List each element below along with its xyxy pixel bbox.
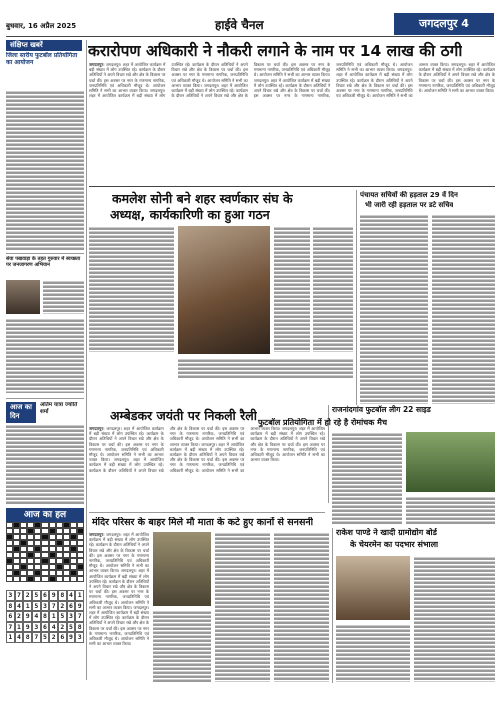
rakesh-body-a — [414, 556, 495, 682]
lead-body: जगदलपुर। जगदलपुर। शहर में आयोजित कार्यक्रम में बड़ी संख्या में लोग उपस्थित रहे। कार्यक्रम के दौरान अतिथियों ने अपने विचार रखे और क्षेत्र के विकास पर चर्चा की। इस अवसर पर नगर के गणमान्य नागरिक, जनप्रतिनिधि एवं अधिकारी मौजूद थे। आयोजन समिति ने सभी का आभार व्यक्त किया। जगदलपुर। शहर में आयोजित कार्यक्रम में बड़ी संख्या में लोग उपस्थित रहे। कार्यक्रम के दौरान अतिथियों ने अपने विचार रखे और क्षेत्र के विकास पर चर्चा की। इस अवसर पर नगर के गणमान्य नागरिक, जनप्रतिनिधि एवं अधिकारी मौजूद थे। आयोजन समिति ने सभी का आभार व्यक्त किया। जगदलपुर। शहर में आयोजित कार्यक्रम में बड़ी संख्या में लोग उपस्थित रहे। कार्यक्रम के दौरान अतिथियों ने अपने विचार रखे और क्षेत्र के विकास पर चर्चा की। इस अवसर पर नगर के गणमान्य नागरिक, जनप्रतिनिधि एवं अधिकारी मौजूद थे। आयोजन समिति ने सभी का आभार व्यक्त किया। जगदलपुर। शहर में आयोजित कार्यक्रम में बड़ी संख्या में लोग उपस्थित रहे। कार्यक्रम के दौरान अतिथियों ने अपने विचार रखे और क्षेत्र के विकास पर चर्चा की। इस अवसर पर नगर के गणमान्य नागरिक, जनप्रतिनिधि एवं अधिकारी मौजूद थे। आयोजन समिति ने सभी का आभार व्यक्त किया। जगदलपुर। शहर में आयोजित कार्यक्रम में बड़ी संख्या में लोग उपस्थित रहे। कार्यक्रम के दौरान अतिथियों ने अपने विचार रखे और क्षेत्र के विकास पर चर्चा की। इस अवसर पर नगर के गणमान्य नागरिक, जनप्रतिनिधि एवं अधिकारी मौजूद थे। आयोजन समिति ने सभी का आभार व्यक्त किया। जगदलपुर। शहर में आयोजित कार्यक्रम में बड़ी संख्या में लोग उपस्थित रहे। कार्यक्रम के दौरान अतिथियों ने अपने विचार रखे और क्षेत्र के विकास पर चर्चा की। इस अवसर पर नगर के गणमान्य नागरिक, जनप्रतिनिधि एवं अधिकारी मौजूद थे। आयोजन समिति ने सभी का आभार व्यक्त किया। — [89, 62, 495, 99]
sudoku-cell: 1 — [23, 601, 32, 612]
sudoku-cell: 8 — [23, 632, 32, 643]
sudoku-cell: 1 — [49, 611, 58, 622]
temple-body-b — [153, 610, 211, 682]
sudoku-cell: 3 — [41, 601, 50, 612]
sudoku-cell: 6 — [58, 632, 67, 643]
section-title: हाईवे चैनल — [215, 18, 264, 32]
ambedkar-headline: अम्बेडकर जयंती पर निकली रैली — [110, 408, 257, 423]
temple-text-2: जगदलपुर। शहर में आयोजित कार्यक्रम में बड़ी संख्या में लोग उपस्थित रहे। कार्यक्रम के दौरान अतिथियों ने अपने विचार रखे और क्षेत्र के विकास पर चर्चा की। इस अवसर पर नगर के गणमान्य नागरिक, जनप्रतिनिधि एवं अधिकारी मौजूद थे। आयोजन समिति ने सभी का आभार व्यक्त किया। — [89, 568, 149, 610]
issue-date: बुधवार, 16 अप्रैल 2025 — [6, 22, 77, 30]
sudoku-cell: 4 — [15, 632, 24, 643]
rakesh-headline-1: राकेश पाण्डे ने खादी ग्रामोद्योग बोर्ड — [336, 528, 437, 537]
divider — [6, 253, 84, 254]
sudoku-cell: 5 — [32, 601, 41, 612]
right-body-a — [360, 214, 428, 404]
brief2-body-b — [6, 318, 84, 393]
page-number: 4 — [461, 17, 469, 30]
sudoku-cell: 6 — [41, 622, 50, 633]
mid-headline-2: अध्यक्ष, कार्यकारिणी का हुआ गठन — [110, 207, 270, 222]
crossword-grid — [6, 522, 84, 582]
sudoku-cell: 4 — [15, 601, 24, 612]
sudoku-solution — [6, 590, 84, 643]
temple-text-3: जगदलपुर। शहर में आयोजित कार्यक्रम में बड़ी संख्या में लोग उपस्थित रहे। कार्यक्रम के दौरान अतिथियों ने अपने विचार रखे और क्षेत्र के विकास पर चर्चा की। इस अवसर पर नगर के गणमान्य नागरिक, जनप्रतिनिधि एवं अधिकारी मौजूद थे। आयोजन समिति ने सभी का आभार व्यक्त किया। — [89, 604, 149, 647]
lead-text-2: जगदलपुर। शहर में आयोजित कार्यक्रम में बड़ी संख्या में लोग उपस्थित रहे। कार्यक्रम के दौरान अतिथियों ने अपने विचार रखे और क्षेत्र के विकास पर चर्चा की। इस अवसर पर नगर के गणमान्य नागरिक, जनप्रतिनिधि एवं अधिकारी मौजूद थे। आयोजन समिति ने सभी का आभार व्यक्त किया। — [89, 62, 248, 99]
mid-body-c — [313, 226, 353, 352]
mid-body-d — [178, 358, 353, 378]
lead-text-3: जगदलपुर। शहर में आयोजित कार्यक्रम में बड़ी संख्या में लोग उपस्थित रहे। कार्यक्रम के दौरान अतिथियों ने अपने विचार रखे और क्षेत्र के विकास पर चर्चा की। इस अवसर पर नगर के गणमान्य नागरिक, जनप्रतिनिधि एवं अधिकारी मौजूद थे। आयोजन समिति ने सभी का आभार व्यक्त किया। — [171, 62, 331, 99]
lead-headline: करारोपण अधिकारी ने नौकरी लगाने के नाम पर 14 लाख की ठगी — [88, 42, 463, 60]
sudoku-cell: 9 — [75, 601, 84, 612]
column-rule — [356, 190, 357, 405]
sudoku-cell: 6 — [41, 590, 50, 601]
futball-headline-1: राजनांदगांव फुटबॉल लीग 22 साइड — [332, 405, 431, 414]
masthead-rule — [6, 36, 494, 37]
ambedkar-text: जगदलपुर। शहर में आयोजित कार्यक्रम में बड़ी संख्या में लोग उपस्थित रहे। कार्यक्रम के दौरान अतिथियों ने अपने विचार रखे और क्षेत्र के विकास पर चर्चा की। इस अवसर पर नगर के गणमान्य नागरिक, जनप्रतिनिधि एवं अधिकारी मौजूद थे। आयोजन समिति ने सभी का आभार व्यक्त किया। — [89, 426, 164, 463]
brief-tag: संक्षिप्त खबरें — [6, 40, 82, 51]
temple-text: जगदलपुर। शहर में आयोजित कार्यक्रम में बड़ी संख्या में लोग उपस्थित रहे। कार्यक्रम के दौरान अतिथियों ने अपने विचार रखे और क्षेत्र के विकास पर चर्चा की। इस अवसर पर नगर के गणमान्य नागरिक, जनप्रतिनिधि एवं अधिकारी मौजूद थे। आयोजन समिति ने सभी का आभार व्यक्त किया। — [89, 532, 149, 574]
brief-body — [6, 90, 84, 250]
sudoku-cell: 8 — [41, 611, 50, 622]
sudoku-cell: 2 — [58, 601, 67, 612]
right-headline-1: पंचायत सचिवों की हड़ताल 29 वें दिन — [360, 191, 458, 199]
sudoku-cell: 1 — [75, 590, 84, 601]
lead-text-4: जगदलपुर। शहर में आयोजित कार्यक्रम में बड़ी संख्या में लोग उपस्थित रहे। कार्यक्रम के दौरान अतिथियों ने अपने विचार रखे और क्षेत्र के विकास पर चर्चा की। इस अवसर पर नगर के गणमान्य नागरिक, जनप्रतिनिधि एवं अधिकारी मौजूद थे। आयोजन समिति ने सभी का आभार व्यक्त किया। — [253, 62, 413, 99]
sudoku-cell: 9 — [23, 611, 32, 622]
sudoku-cell: 7 — [75, 611, 84, 622]
sudoku-cell: 3 — [32, 622, 41, 633]
sudoku-cell: 7 — [15, 590, 24, 601]
sudoku-cell: 1 — [6, 632, 15, 643]
divider — [89, 186, 495, 187]
obit-headline: अंतिम यात्रा ज्योति शर्मा — [40, 402, 78, 415]
mid-body-b — [274, 226, 310, 352]
group-photo — [178, 226, 270, 354]
sudoku-cell: 5 — [41, 632, 50, 643]
sudoku-cell: 1 — [15, 622, 24, 633]
sudoku-cell: 8 — [75, 622, 84, 633]
sudoku-cell: 6 — [67, 601, 76, 612]
temple-body-a: जगदलपुर। जगदलपुर। शहर में आयोजित कार्यक्रम में बड़ी संख्या में लोग उपस्थित रहे। कार्यक्रम के दौरान अतिथियों ने अपने विचार रखे और क्षेत्र के विकास पर चर्चा की। इस अवसर पर नगर के गणमान्य नागरिक, जनप्रतिनिधि एवं अधिकारी मौजूद थे। आयोजन समिति ने सभी का आभार व्यक्त किया। जगदलपुर। शहर में आयोजित कार्यक्रम में बड़ी संख्या में लोग उपस्थित रहे। कार्यक्रम के दौरान अतिथियों ने अपने विचार रखे और क्षेत्र के विकास पर चर्चा की। इस अवसर पर नगर के गणमान्य नागरिक, जनप्रतिनिधि एवं अधिकारी मौजूद थे। आयोजन समिति ने सभी का आभार व्यक्त किया। जगदलपुर। शहर में आयोजित कार्यक्रम में बड़ी संख्या में लोग उपस्थित रहे। कार्यक्रम के दौरान अतिथियों ने अपने विचार रखे और क्षेत्र के विकास पर चर्चा की। इस अवसर पर नगर के गणमान्य नागरिक, जनप्रतिनिधि एवं अधिकारी मौजूद थे। आयोजन समिति ने सभी का आभार व्यक्त किया। — [89, 532, 149, 647]
sudoku-cell: 9 — [23, 622, 32, 633]
sudoku-cell: 4 — [67, 590, 76, 601]
obit-tag: आज का दिन — [6, 402, 36, 423]
sudoku-cell: 4 — [32, 611, 41, 622]
sudoku-cell: 8 — [58, 590, 67, 601]
futball-headline-2: फुटबॉल प्रतियोगिता में हो रहे है रोमांचक मैच — [258, 418, 388, 427]
futball-body-a — [332, 432, 402, 524]
column-rule — [86, 40, 87, 680]
lead-text-5: जगदलपुर। शहर में आयोजित कार्यक्रम में बड़ी संख्या में लोग उपस्थित रहे। कार्यक्रम के दौरान अतिथियों ने अपने विचार रखे और क्षेत्र के विकास पर चर्चा की। इस अवसर पर नगर के गणमान्य नागरिक, जनप्रतिनिधि एवं अधिकारी मौजूद थे। आयोजन समिति ने सभी का आभार व्यक्त किया। — [336, 62, 450, 99]
sudoku-cell: 7 — [6, 622, 15, 633]
sudoku-cell: 8 — [6, 601, 15, 612]
right-headline-2: भी जारी रही हड़ताल पर डटे सचिव — [365, 201, 454, 209]
lead-dateline: जगदलपुर — [89, 62, 103, 67]
divider — [89, 512, 325, 513]
lead-text: जगदलपुर। शहर में आयोजित कार्यक्रम में बड़ी संख्या में लोग उपस्थित रहे। कार्यक्रम के दौरान अतिथियों ने अपने विचार रखे और क्षेत्र के विकास पर चर्चा की। इस अवसर पर नगर के गणमान्य नागरिक, जनप्रतिनिधि एवं अधिकारी मौजूद थे। आयोजन समिति ने सभी का आभार व्यक्त किया। — [89, 62, 166, 94]
rakesh-body-b — [336, 624, 410, 682]
mid-headline-1: कमलेश सोनी बने शहर स्वर्णकार संघ के — [112, 191, 293, 206]
temple-headline: मंदिर परिसर के बाहर मिले मौ माता के कटे हुए कानों से सनसनी — [92, 517, 314, 528]
brief2-headline: सेवा पखवाड़ा के तहत गुरुवार में स्वच्छता पर जनजागरण अभियान — [6, 256, 81, 268]
right-body-b — [432, 214, 495, 404]
sudoku-cell: 9 — [67, 632, 76, 643]
city-name: जगदलपुर — [419, 17, 458, 30]
obit-body — [6, 424, 84, 504]
football-photo — [406, 432, 495, 492]
sudoku-cell: 7 — [32, 632, 41, 643]
sudoku-cell: 2 — [49, 632, 58, 643]
sudoku-cell: 3 — [67, 611, 76, 622]
sudoku-cell: 7 — [49, 601, 58, 612]
sudoku-cell: 2 — [58, 622, 67, 633]
sudoku-cell: 3 — [75, 632, 84, 643]
puzzle-title: आज का हल — [6, 508, 84, 522]
ambedkar-dateline: जगदलपुर — [89, 426, 103, 431]
brief-headline: जिला स्तरीय फुटबॉल प्रतियोगिता का आयोजन — [6, 52, 78, 66]
sudoku-cell: 9 — [49, 590, 58, 601]
futball-body-b — [406, 496, 495, 524]
sudoku-cell: 5 — [32, 590, 41, 601]
sudoku-cell: 4 — [49, 622, 58, 633]
sudoku-cell: 6 — [6, 611, 15, 622]
column-rule — [332, 528, 333, 683]
ambedkar-text-4: जगदलपुर। शहर में आयोजित कार्यक्रम में बड़ी संख्या में लोग उपस्थित रहे। कार्यक्रम के दौरान अतिथियों ने अपने विचार रखे और क्षेत्र के विकास पर चर्चा की। इस अवसर पर नगर के गणमान्य नागरिक, जनप्रतिनिधि एवं अधिकारी मौजूद थे। आयोजन समिति ने सभी का आभार व्यक्त किया। — [250, 426, 325, 463]
temple-dateline: जगदलपुर — [89, 532, 103, 537]
sudoku-cell: 5 — [58, 611, 67, 622]
mid-body-a — [89, 226, 174, 352]
brief2-body-a — [43, 280, 84, 314]
rakesh-photo — [336, 556, 410, 620]
ambedkar-body: जगदलपुर। जगदलपुर। शहर में आयोजित कार्यक्रम में बड़ी संख्या में लोग उपस्थित रहे। कार्यक्रम के दौरान अतिथियों ने अपने विचार रखे और क्षेत्र के विकास पर चर्चा की। इस अवसर पर नगर के गणमान्य नागरिक, जनप्रतिनिधि एवं अधिकारी मौजूद थे। आयोजन समिति ने सभी का आभार व्यक्त किया। जगदलपुर। शहर में आयोजित कार्यक्रम में बड़ी संख्या में लोग उपस्थित रहे। कार्यक्रम के दौरान अतिथियों ने अपने विचार रखे और क्षेत्र के विकास पर चर्चा की। इस अवसर पर नगर के गणमान्य नागरिक, जनप्रतिनिधि एवं अधिकारी मौजूद थे। आयोजन समिति ने सभी का आभार व्यक्त किया। जगदलपुर। शहर में आयोजित कार्यक्रम में बड़ी संख्या में लोग उपस्थित रहे। कार्यक्रम के दौरान अतिथियों ने अपने विचार रखे और क्षेत्र के विकास पर चर्चा की। इस अवसर पर नगर के गणमान्य नागरिक, जनप्रतिनिधि एवं अधिकारी मौजूद थे। आयोजन समिति ने सभी का आभार व्यक्त किया। जगदलपुर। शहर में आयोजित कार्यक्रम में बड़ी संख्या में लोग उपस्थित रहे। कार्यक्रम के दौरान अतिथियों ने अपने विचार रखे और क्षेत्र के विकास पर चर्चा की। इस अवसर पर नगर के गणमान्य नागरिक, जनप्रतिनिधि एवं अधिकारी मौजूद थे। आयोजन समिति ने सभी का आभार व्यक्त किया। — [89, 426, 325, 473]
sudoku-cell: 3 — [6, 590, 15, 601]
ambedkar-text-3: जगदलपुर। शहर में आयोजित कार्यक्रम में बड़ी संख्या में लोग उपस्थित रहे। कार्यक्रम के दौरान अतिथियों ने अपने विचार रखे और क्षेत्र के विकास पर चर्चा की। इस अवसर पर नगर के गणमान्य नागरिक, जनप्रतिनिधि एवं अधिकारी मौजूद थे। आयोजन समिति ने सभी का आभार व्यक्त किया। — [169, 426, 281, 473]
sudoku-cell: 2 — [23, 590, 32, 601]
person-photo — [6, 280, 40, 314]
divider — [6, 398, 84, 399]
temple-photo — [153, 532, 211, 606]
temple-body-d — [274, 532, 329, 682]
sudoku-cell: 5 — [67, 622, 76, 633]
rakesh-headline-2: के चेयरमेन का पदभार संभाला — [350, 540, 439, 549]
ambedkar-text-2: जगदलपुर। शहर में आयोजित कार्यक्रम में बड़ी संख्या में लोग उपस्थित रहे। कार्यक्रम के दौरान अतिथियों ने अपने विचार रखे और क्षेत्र के विकास पर चर्चा की। इस अवसर पर नगर के गणमान्य नागरिक, जनप्रतिनिधि एवं अधिकारी मौजूद थे। आयोजन समिति ने सभी का आभार व्यक्त किया। — [89, 426, 245, 473]
temple-body-c — [215, 532, 270, 682]
city-banner — [394, 13, 494, 35]
lead-text-6: जगदलपुर। शहर में आयोजित कार्यक्रम में बड़ी संख्या में लोग उपस्थित रहे। कार्यक्रम के दौरान अतिथियों ने अपने विचार रखे और क्षेत्र के विकास पर चर्चा की। इस अवसर पर नगर के गणमान्य नागरिक, जनप्रतिनिधि एवं अधिकारी मौजूद थे। आयोजन समिति ने सभी का आभार व्यक्त किया। — [418, 62, 495, 94]
sudoku-cell: 2 — [15, 611, 24, 622]
